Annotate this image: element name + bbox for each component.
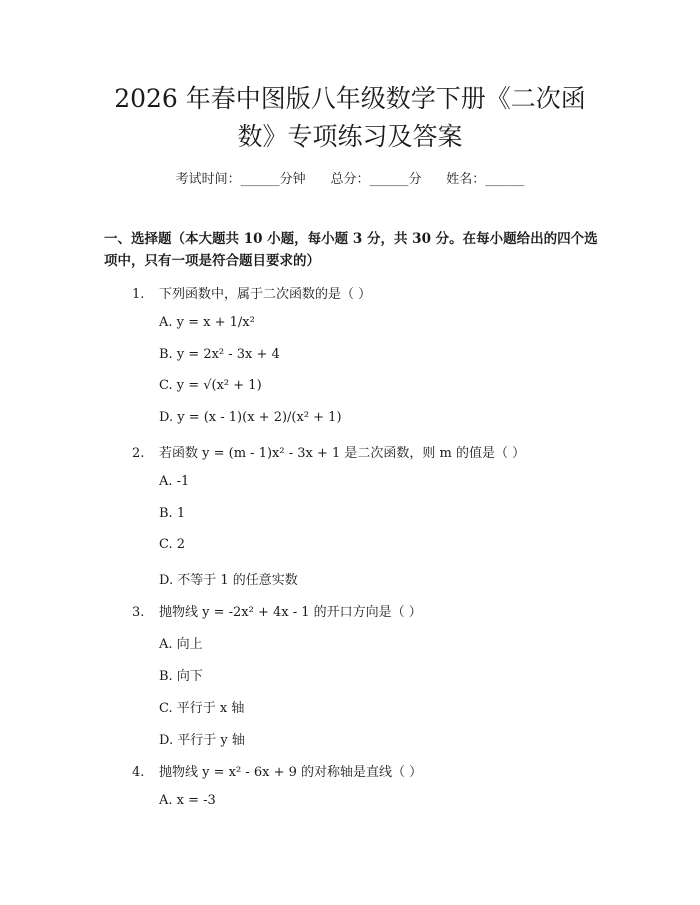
document-title — [100, 80, 600, 156]
question-1-option-b: B. y = 2x² - 3x + 4 — [159, 347, 280, 362]
question-number: 2. — [132, 446, 145, 461]
question-1-option-c: C. y = √(x² + 1) — [159, 378, 262, 393]
exam-time-label: 考试时间：______分钟 — [175, 172, 306, 187]
question-1 — [132, 283, 371, 302]
question-number: 4. — [132, 765, 145, 780]
question-2-option-a: A. -1 — [159, 474, 190, 489]
question-1-option-a: A. y = x + 1/x² — [159, 315, 255, 330]
question-3-option-b: B. 向下 — [159, 669, 203, 684]
section-heading-multiple-choice — [104, 228, 604, 272]
section-heading-line-1: 一、选择题（本大题共 10 小题，每小题 3 分，共 30 分。在每小题给出的四个选 — [104, 231, 598, 247]
section-heading-line-2: 项中，只有一项是符合题目要求的） — [104, 253, 320, 269]
exam-score-label: 总分：______分 — [330, 172, 422, 187]
question-text: 下列函数中，属于二次函数的是（ ） — [159, 287, 372, 302]
question-text: 若函数 y = (m - 1)x² - 3x + 1 是二次函数，则 m 的值是（ ） — [159, 446, 526, 461]
question-4 — [132, 761, 422, 780]
question-number: 3. — [132, 605, 145, 620]
question-3 — [132, 601, 422, 620]
title-line-2: 数》专项练习及答案 — [237, 122, 463, 151]
question-2-option-c: C. 2 — [159, 537, 186, 552]
question-3-option-d: D. 平行于 y 轴 — [159, 733, 245, 748]
exam-info — [0, 168, 700, 187]
student-name-label: 姓名：______ — [446, 172, 525, 187]
question-2-option-d: D. 不等于 1 的任意实数 — [159, 573, 298, 588]
question-number: 1. — [132, 287, 145, 302]
question-2-option-b: B. 1 — [159, 506, 186, 521]
question-4-option-a: A. x = -3 — [159, 793, 216, 808]
title-line-1: 2026 年春中图版八年级数学下册《二次函 — [114, 84, 586, 113]
question-3-option-a: A. 向上 — [159, 637, 203, 652]
question-2 — [132, 442, 525, 461]
question-3-option-c: C. 平行于 x 轴 — [159, 701, 245, 716]
question-1-option-d: D. y = (x - 1)(x + 2)/(x² + 1) — [159, 410, 342, 425]
question-text: 抛物线 y = x² - 6x + 9 的对称轴是直线（ ） — [159, 765, 423, 780]
question-text: 抛物线 y = -2x² + 4x - 1 的开口方向是（ ） — [159, 605, 422, 620]
